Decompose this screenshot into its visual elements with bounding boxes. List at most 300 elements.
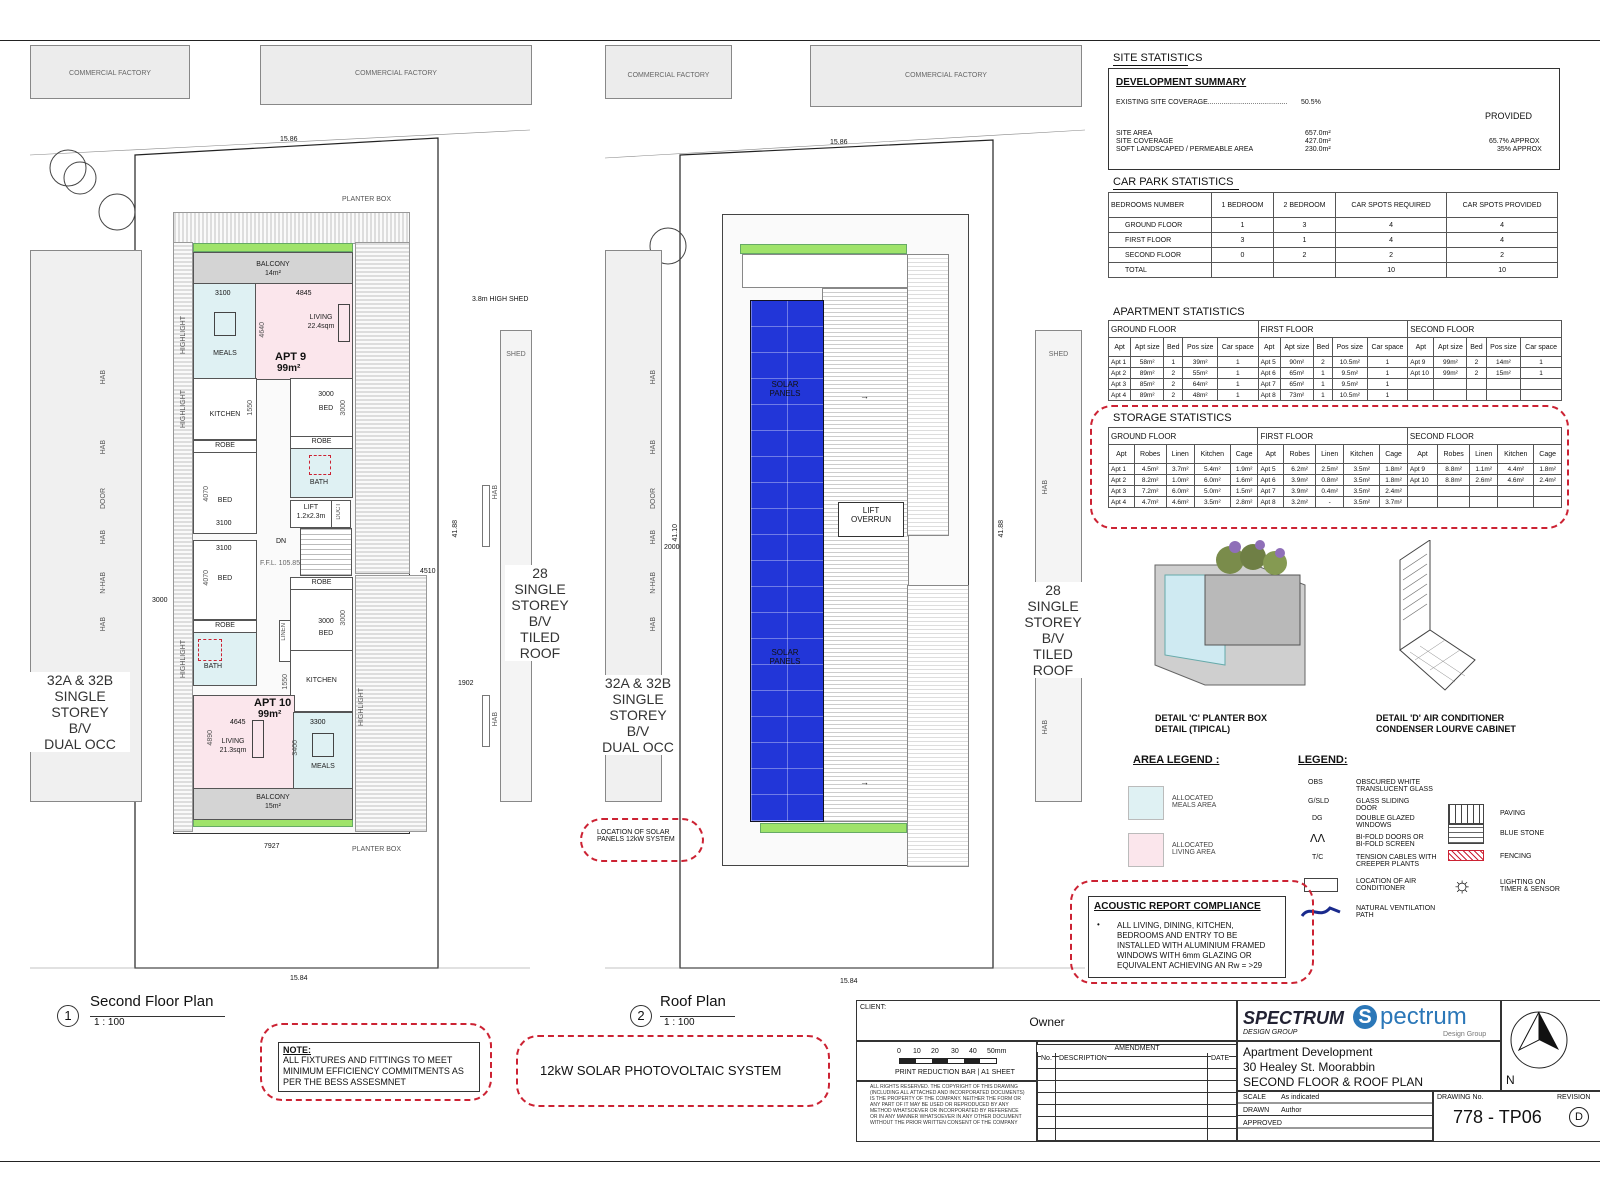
amendment-no: No. [1041, 1055, 1052, 1062]
table-header-cell: Cage [1534, 445, 1562, 464]
table-cell: 2 [1313, 357, 1332, 368]
sheet-title: SECOND FLOOR & ROOF PLAN [1243, 1075, 1424, 1089]
table-cell: 3.5m² [1344, 486, 1380, 497]
room-label: LIVING [221, 738, 245, 745]
table-group-header: GROUND FLOOR [1109, 428, 1258, 445]
table-header-cell: Apt [1407, 445, 1437, 464]
drawing-number-cell [1432, 1090, 1600, 1142]
revision-label: REVISION [1557, 1094, 1591, 1101]
neighbour-left-label: 32A & 32B SINGLE STOREY B/V DUAL OCC [598, 675, 678, 755]
print-reduction-cell [856, 1040, 1038, 1082]
table-row [1109, 233, 1558, 248]
table-cell [1534, 486, 1562, 497]
table-cell: Apt 8 [1258, 390, 1280, 401]
commercial-factory-1 [605, 45, 732, 99]
table-cell [1470, 497, 1498, 508]
table-cell [1486, 390, 1521, 401]
table-cell: 9.5m² [1332, 379, 1367, 390]
site-statistics-heading: SITE STATISTICS [1113, 52, 1203, 64]
table-cell: Apt 8 [1258, 497, 1284, 508]
table-cell: Apt 3 [1109, 379, 1131, 390]
table-header-cell: Pos size [1332, 338, 1367, 357]
apt9-area: 99m² [277, 363, 301, 374]
table-cell: 6.0m² [1194, 475, 1230, 486]
commercial-factory-2 [810, 45, 1082, 107]
room-area: 14m² [265, 270, 281, 277]
table-cell: 2 [1447, 248, 1558, 263]
table-cell: 3.5m² [1194, 497, 1230, 508]
table-cell: 0 [1212, 248, 1274, 263]
dimension-setback: 3000 [152, 597, 168, 604]
car-park-heading: CAR PARK STATISTICS [1113, 176, 1234, 188]
room-area: 22.4sqm [307, 323, 335, 330]
solar-panels-label: SOLAR PANELS [769, 648, 801, 666]
project-address: 30 Healey St. Moorabbin [1243, 1060, 1376, 1074]
room-area: 21.3sqm [219, 747, 247, 754]
site-coverage-value: 427.0m² [1305, 138, 1331, 145]
table-cell: 4 [1335, 233, 1446, 248]
plan-number-marker: 2 [630, 1005, 652, 1027]
table-cell: Apt 7 [1258, 486, 1284, 497]
dining-table [312, 733, 334, 757]
planter-box-detail-drawing [1135, 535, 1315, 705]
table-cell: 8.2m² [1134, 475, 1166, 486]
table-cell: 58m² [1131, 357, 1164, 368]
table-cell: 0.8m² [1316, 475, 1344, 486]
approved-label: APPROVED [1243, 1120, 1282, 1127]
room-label: KITCHEN [209, 411, 241, 418]
table-cell: 48m² [1183, 390, 1218, 401]
table-cell [1467, 379, 1486, 390]
dimension-side: 41.10 [672, 524, 679, 542]
table-row [1109, 379, 1562, 390]
provided-label: PROVIDED [1485, 111, 1533, 121]
ffl-label: F.F.L. 105.85 [260, 560, 301, 567]
table-cell [1498, 497, 1534, 508]
table-header-cell: Apt [1258, 445, 1284, 464]
stairs-down-label: DN [276, 538, 287, 545]
room-label: LIVING [309, 314, 333, 321]
dimension-setback: 2000 [664, 544, 680, 551]
room-label: BATH [309, 479, 329, 486]
table-cell: 2 [1274, 248, 1336, 263]
roof-eave-right-lower [907, 585, 969, 867]
table-group-row [1109, 321, 1562, 338]
table-group-header: SECOND FLOOR [1407, 428, 1561, 445]
scale-bar-tick: 30 [951, 1048, 959, 1055]
shed-label: SHED [1048, 351, 1069, 358]
door-label: DOOR [650, 488, 657, 509]
table-cell: 0.4m² [1316, 486, 1344, 497]
planter-box-label: PLANTER BOX [352, 846, 402, 853]
highlight-window-label: HIGHLIGHT [180, 640, 187, 679]
dimension: 4890 [207, 730, 214, 746]
table-cell: 2.4m² [1380, 486, 1408, 497]
column-divider [1055, 1053, 1056, 1141]
table-cell: 3.9m² [1284, 486, 1316, 497]
scale-bar-tick: 10 [913, 1048, 921, 1055]
planter-box-label: PLANTER BOX [342, 196, 392, 203]
dimension: 1550 [247, 400, 254, 416]
table-cell: Apt 9 [1407, 464, 1437, 475]
table-cell [1408, 390, 1434, 401]
table-header-cell: Car space [1367, 338, 1408, 357]
table-header-cell: Apt [1408, 338, 1434, 357]
neighbour-right-label: 28 SINGLE STOREY B/V TILED ROOF [1018, 582, 1088, 678]
note-box [278, 1042, 480, 1092]
solar-panels-label: SOLAR PANELS [769, 380, 801, 398]
apartment-statistics-heading: APARTMENT STATISTICS [1113, 306, 1245, 318]
lighting-label: LIGHTING ON TIMER & SENSOR [1500, 879, 1560, 893]
table-row [1109, 464, 1562, 475]
dimension: 3000 [340, 400, 347, 416]
table-header-cell: Apt size [1131, 338, 1164, 357]
legend-code-dg: DG [1312, 815, 1323, 822]
table-cell: 2.8m² [1230, 497, 1258, 508]
table-cell [1434, 379, 1467, 390]
dining-table [214, 312, 236, 336]
dimension-setback: 1902 [458, 680, 474, 687]
table-cell: 1.9m² [1230, 464, 1258, 475]
north-arrow-cell [1500, 1000, 1600, 1092]
table-cell [1212, 263, 1274, 278]
shed-label: SHED [506, 351, 526, 358]
table-header-cell: Apt size [1280, 338, 1313, 357]
print-reduction-label: PRINT REDUCTION BAR | A1 SHEET [895, 1069, 1015, 1076]
room-label: BED [217, 497, 233, 504]
dimension: 4640 [259, 322, 266, 338]
table-row [1109, 390, 1562, 401]
table-cell: 4 [1447, 233, 1558, 248]
copyright-cell [856, 1080, 1038, 1142]
room-label: BED [217, 575, 233, 582]
table-row [1109, 475, 1562, 486]
site-area-value: 657.0m² [1305, 130, 1331, 137]
dimension: 4070 [203, 486, 210, 502]
scale-bar-tick: 20 [931, 1048, 939, 1055]
storage-statistics-table [1108, 427, 1562, 508]
room-label: DUCT [336, 503, 342, 520]
commercial-factory-label: COMMERCIAL FACTORY [627, 72, 710, 79]
room-label: ROBE [311, 579, 332, 586]
area-legend-heading: AREA LEGEND : [1133, 754, 1220, 766]
detail-d-subtitle: CONDENSER LOURVE CABINET [1376, 724, 1516, 734]
dimension: 3000 [318, 391, 334, 398]
table-row [1109, 497, 1562, 508]
table-cell: 3.5m² [1344, 475, 1380, 486]
planter-box-top [740, 244, 907, 254]
table-cell: 85m² [1131, 379, 1164, 390]
table-cell: 2.6m² [1470, 475, 1498, 486]
table-cell: Apt 10 [1407, 475, 1437, 486]
table-cell: Apt 2 [1109, 368, 1131, 379]
apartment-statistics-table [1108, 320, 1562, 401]
table-cell: 64m² [1183, 379, 1218, 390]
room-label: ROBE [311, 438, 332, 445]
table-cell: Apt 4 [1109, 390, 1131, 401]
firm-logo-cell [1236, 1000, 1502, 1042]
detail-c-subtitle: DETAIL (TIPICAL) [1155, 724, 1231, 734]
plan-scale: 1 : 100 [664, 1017, 695, 1028]
hab-label: HAB [100, 530, 107, 545]
slope-arrow: → [860, 391, 869, 401]
table-cell: 3.9m² [1284, 475, 1316, 486]
planter-box-top [193, 243, 353, 252]
note-title: NOTE: [283, 1045, 311, 1055]
note-body: ALL FIXTURES AND FITTINGS TO MEET MINIMUM EFFICIENCY COMMITMENTS AS PER THE BESS ASSESMNET [283, 1055, 464, 1087]
table-cell: 1 [1521, 368, 1562, 379]
blue-stone-swatch [1448, 824, 1484, 844]
project-name: Apartment Development [1243, 1045, 1373, 1059]
table-header-cell: Bed [1467, 338, 1486, 357]
dimension-setback: 4510 [420, 568, 436, 575]
table-cell: 1.8m² [1380, 464, 1408, 475]
meals-area-apt9 [193, 283, 257, 380]
shed-height-label: 3.8m HIGH SHED [472, 296, 529, 303]
table-cell: 4.4m² [1498, 464, 1534, 475]
table-cell [1434, 390, 1467, 401]
window-marker [482, 695, 490, 747]
table-cell: 1.5m² [1230, 486, 1258, 497]
table-cell: 1 [1212, 218, 1274, 233]
drawing-number: 778 - TP06 [1453, 1107, 1542, 1127]
table-header-cell: Linen [1316, 445, 1344, 464]
table-row [1109, 263, 1558, 278]
table-group-header: FIRST FLOOR [1258, 428, 1407, 445]
table-header-cell: 1 BEDROOM [1212, 193, 1274, 218]
client-cell [856, 1000, 1238, 1042]
table-header-cell: Apt [1109, 445, 1135, 464]
shower [309, 455, 331, 475]
table-cell: 1 [1521, 357, 1562, 368]
scale-drawn-cell [1236, 1090, 1434, 1142]
legend-desc-bifold: BI-FOLD DOORS OR BI-FOLD SCREEN [1356, 834, 1424, 848]
room-label: BED [318, 405, 334, 412]
revision-letter: D [1569, 1107, 1589, 1127]
room-label: ROBE [215, 622, 235, 629]
apt10-area: 99m² [258, 709, 282, 720]
firm-subtitle: DESIGN GROUP [1243, 1029, 1298, 1036]
drawn-value: Author [1281, 1107, 1302, 1114]
client-label: CLIENT: [860, 1004, 887, 1011]
table-cell [1498, 486, 1534, 497]
plan-number-marker: 1 [57, 1005, 79, 1027]
logo-s-icon: S [1353, 1005, 1377, 1029]
table-cell: 2 [1164, 368, 1183, 379]
dimension: 4845 [296, 290, 312, 297]
table-cell: 3.7m² [1380, 497, 1408, 508]
legend-code-tc: T/C [1312, 854, 1324, 861]
car-park-table [1108, 192, 1558, 278]
table-cell: Apt 2 [1109, 475, 1135, 486]
balcony-bottom [193, 788, 353, 820]
door-label: DOOR [100, 488, 107, 509]
dimension-side-right: 41.88 [998, 520, 1005, 538]
table-cell: 1 [1313, 368, 1332, 379]
nhab-label: N-HAB [650, 572, 657, 594]
table-header-cell: Kitchen [1498, 445, 1534, 464]
blue-stone-label: BLUE STONE [1500, 830, 1545, 837]
hab-label: HAB [650, 440, 657, 455]
legend-desc-ac: LOCATION OF AIR CONDITIONER [1356, 878, 1417, 892]
table-cell: 65m² [1280, 379, 1313, 390]
table-header-cell: Bed [1164, 338, 1183, 357]
dimension: 4070 [203, 570, 210, 586]
hab-label: HAB [100, 440, 107, 455]
room-label: LIFT [303, 504, 319, 511]
hab-label: HAB [650, 370, 657, 385]
bifold-icon: ᐱᐱ [1310, 833, 1326, 845]
detail-c-title: DETAIL 'C' PLANTER BOX [1155, 713, 1267, 723]
table-header-cell: Robes [1284, 445, 1316, 464]
metal-roof-sheeting [822, 288, 909, 822]
table-header-cell: Linen [1470, 445, 1498, 464]
table-cell: 3 [1274, 218, 1336, 233]
table-cell [1407, 497, 1437, 508]
table-cell: Apt 5 [1258, 464, 1284, 475]
table-cell: 5.0m² [1194, 486, 1230, 497]
table-cell [1408, 379, 1434, 390]
site-coverage-pct: 35% APPROX [1497, 146, 1542, 153]
site-area-pct: 65.7% APPROX [1489, 138, 1540, 145]
table-cell: - [1316, 497, 1344, 508]
table-group-header: SECOND FLOOR [1408, 321, 1562, 338]
scale-label: SCALE [1243, 1094, 1266, 1101]
table-cell: 4.5m² [1134, 464, 1166, 475]
legend-desc-ventilation: NATURAL VENTILATION PATH [1356, 905, 1436, 919]
table-cell: 1 [1367, 379, 1408, 390]
table-cell: 39m² [1183, 357, 1218, 368]
table-cell: Apt 1 [1109, 464, 1135, 475]
table-cell: 2 [1467, 368, 1486, 379]
table-cell: 3.7m² [1166, 464, 1194, 475]
table-cell: 89m² [1131, 368, 1164, 379]
table-cell: 2 [1467, 357, 1486, 368]
planter-box-bottom [760, 823, 907, 833]
commercial-factory-label: COMMERCIAL FACTORY [69, 70, 151, 77]
table-cell: 1 [1218, 379, 1259, 390]
table-cell: Apt 5 [1258, 357, 1280, 368]
bullet: • [1097, 920, 1100, 929]
living-area-apt9 [255, 283, 353, 380]
apt10-label: APT 10 [254, 697, 292, 709]
legend-desc-obs: OBSCURED WHITE TRANSLUCENT GLASS [1356, 779, 1433, 793]
logo-subtitle: Design Group [1443, 1031, 1487, 1038]
dimension: 3100 [215, 290, 231, 297]
stairs [300, 528, 352, 576]
acoustic-body: ALL LIVING, DINING, KITCHEN, BEDROOMS AND ENTRY TO BE INSTALLED WITH ALUMINIUM FRAMED WINDOWS WITH 6mm GLAZING OR EQUIVALENT ACHIEVING AN Rw = >29 [1117, 921, 1266, 970]
north-label: N [1506, 1073, 1515, 1087]
table-cell: 1 [1367, 357, 1408, 368]
table-cell: 2.5m² [1316, 464, 1344, 475]
table-row [1109, 486, 1562, 497]
table-cell: 3.5m² [1344, 464, 1380, 475]
copyright-text: ALL RIGHTS RESERVED. THE COPYRIGHT OF THIS DRAWING (INCLUDING ALL ATTACHED AND INCORPORATED DOCUMENTS) IS THE PROPERTY OF THE COMPANY. NEITHER THE FORM OR ANY PART OF IT MAY BE USED OR REPRODUCED BY ANY METHOD WHATSOEVER OR INCORPORATED BY REFERENCE OR IN ANY MANNER WHATSOEVER IN ANY OTHER DOCUMENT WITHOUT THE PRIOR WRITTEN CONSENT OF THE COMPANY [870, 1084, 1025, 1126]
table-header-row [1109, 445, 1562, 464]
table-header-cell: CAR SPOTS REQUIRED [1335, 193, 1446, 218]
window-marker [482, 485, 490, 547]
commercial-factory-2 [260, 45, 532, 105]
table-cell: 1 [1164, 357, 1183, 368]
commercial-factory-label: COMMERCIAL FACTORY [355, 70, 437, 77]
amendment-date: DATE [1211, 1055, 1230, 1062]
drawn-label: DRAWN [1243, 1107, 1270, 1114]
room-label: MEALS [213, 350, 237, 357]
scale-bar [899, 1058, 997, 1064]
scale-bar-tick: 0 [897, 1048, 901, 1055]
table-cell: 15m² [1486, 368, 1521, 379]
table-cell: 10.5m² [1332, 357, 1367, 368]
table-cell: 1 [1218, 357, 1259, 368]
drawing-no-label: DRAWING No. [1437, 1094, 1484, 1101]
room-label: BALCONY [256, 794, 290, 801]
living-area-legend-label: ALLOCATED LIVING AREA [1172, 842, 1216, 856]
table-header-cell: Linen [1166, 445, 1194, 464]
table-cell: Apt 1 [1109, 357, 1131, 368]
table-cell: Apt 3 [1109, 486, 1135, 497]
table-cell [1534, 497, 1562, 508]
roof-eave-top [173, 212, 410, 244]
site-area-label: SITE AREA [1116, 130, 1153, 137]
nhab-label: N-HAB [100, 572, 107, 594]
table-cell: 73m² [1280, 390, 1313, 401]
client-name: Owner [1029, 1015, 1065, 1029]
table-header-cell: Robes [1134, 445, 1166, 464]
table-cell: 1 [1367, 390, 1408, 401]
shower [198, 639, 222, 661]
roof-eave-right [907, 254, 949, 536]
existing-coverage-label: EXISTING SITE COVERAGE......................................... [1116, 99, 1288, 106]
amendment-description: DESCRIPTION [1059, 1055, 1107, 1062]
kitchen-apt10 [290, 650, 353, 712]
dimension: 3400 [292, 740, 299, 756]
table-group-header: FIRST FLOOR [1258, 321, 1408, 338]
table-cell: 1.8m² [1534, 464, 1562, 475]
table-row [1109, 248, 1558, 263]
table-cell: 1.0m² [1166, 475, 1194, 486]
commercial-factory-1 [30, 45, 190, 99]
table-cell: 55m² [1183, 368, 1218, 379]
table-cell: Apt 6 [1258, 475, 1284, 486]
table-cell: 4.6m² [1166, 497, 1194, 508]
legend-desc-dg: DOUBLE GLAZED WINDOWS [1356, 815, 1415, 829]
table-cell: 7.2m² [1134, 486, 1166, 497]
dimension-top: 15.86 [830, 139, 848, 146]
plan-title: Second Floor Plan [90, 993, 214, 1010]
dimension: 3000 [340, 610, 347, 626]
table-cell: 6.2m² [1284, 464, 1316, 475]
development-summary-heading: DEVELOPMENT SUMMARY [1116, 77, 1247, 88]
bathroom-apt10 [193, 632, 257, 686]
slope-arrow: → [860, 777, 869, 787]
table-cell: 4 [1335, 218, 1446, 233]
hab-label: HAB [1042, 720, 1049, 735]
scale-bar-tick: 50mm [987, 1048, 1007, 1055]
acoustic-heading: ACOUSTIC REPORT COMPLIANCE [1094, 901, 1261, 912]
site-coverage-label: SITE COVERAGE [1116, 138, 1174, 145]
table-cell: 1.6m² [1230, 475, 1258, 486]
balcony-top [193, 252, 353, 284]
dimension-bottom: 15.84 [840, 978, 858, 985]
table-header-cell: Bed [1313, 338, 1332, 357]
commercial-factory-label: COMMERCIAL FACTORY [905, 72, 987, 79]
hab-label: HAB [492, 712, 499, 727]
lighting-icon: ☼ [1452, 872, 1473, 897]
table-cell: 14m² [1486, 357, 1521, 368]
logo-wordmark: pectrum [1380, 1003, 1467, 1030]
table-header-cell: Apt [1258, 338, 1280, 357]
table-cell: Apt 10 [1408, 368, 1434, 379]
